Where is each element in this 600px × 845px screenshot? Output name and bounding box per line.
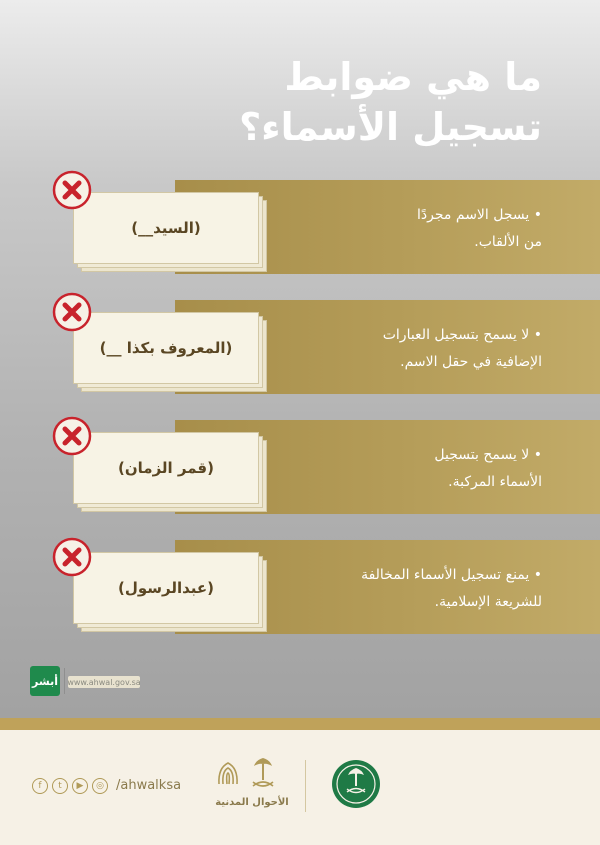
rule-text-3 (292, 442, 542, 496)
example-card-4 (73, 552, 261, 626)
rule-1-line-2: من الألقاب. (474, 234, 542, 250)
cross-icon (52, 537, 92, 577)
civil-affairs-text: الأحوال المدنية (215, 797, 289, 808)
title-line-1: ما هي ضوابط (284, 55, 542, 99)
example-card-3 (73, 432, 261, 506)
palm-swords-emblem-icon (250, 756, 276, 790)
logo-divider (64, 668, 65, 694)
example-label-1: (السيد__) (131, 219, 201, 237)
example-label-3: (قمر الزمان) (118, 459, 214, 477)
example-card-1 (73, 192, 261, 266)
rule-text-2 (292, 322, 542, 376)
title-line-2: تسجيل الأسماء؟ (239, 105, 542, 149)
rule-4-line-2: للشريعة الإسلامية. (434, 594, 542, 610)
website-link[interactable]: www.ahwal.gov.sa (67, 677, 141, 687)
twitter-icon[interactable]: t (52, 778, 68, 794)
rule-text-4 (292, 562, 542, 616)
example-label-4: (عبدالرسول) (117, 579, 215, 597)
facebook-icon[interactable]: f (32, 778, 48, 794)
page-title (142, 52, 542, 152)
absher-logo (30, 666, 60, 696)
rule-2-line-2: الإضافية في حقل الاسم. (400, 354, 542, 370)
ministry-emblem-icon (330, 758, 382, 810)
cross-icon (52, 292, 92, 332)
example-card-2 (73, 312, 261, 386)
instagram-icon[interactable]: ◎ (92, 778, 108, 794)
fingerprint-icon (215, 758, 241, 788)
rule-3-line-1: • لا يسمح بتسجيل (434, 447, 542, 463)
footer-divider (305, 760, 306, 812)
rule-2-line-1: • لا يسمح بتسجيل العبارات (382, 327, 542, 343)
cross-icon (52, 416, 92, 456)
rule-1-line-1: • يسجل الاسم مجردًا (417, 207, 542, 223)
absher-logo-text: أبشر (32, 674, 58, 688)
cross-icon (52, 170, 92, 210)
social-handle[interactable]: /ahwalksa (116, 778, 182, 793)
example-label-2: (المعروف بكذا __) (99, 339, 233, 357)
rule-4-line-1: • يمنع تسجيل الأسماء المخالفة (361, 567, 542, 583)
youtube-icon[interactable]: ▶ (72, 778, 88, 794)
footer (0, 730, 600, 845)
rule-text-1 (292, 202, 542, 256)
gold-divider-bar (0, 718, 600, 730)
rule-3-line-2: الأسماء المركبة. (448, 474, 542, 490)
